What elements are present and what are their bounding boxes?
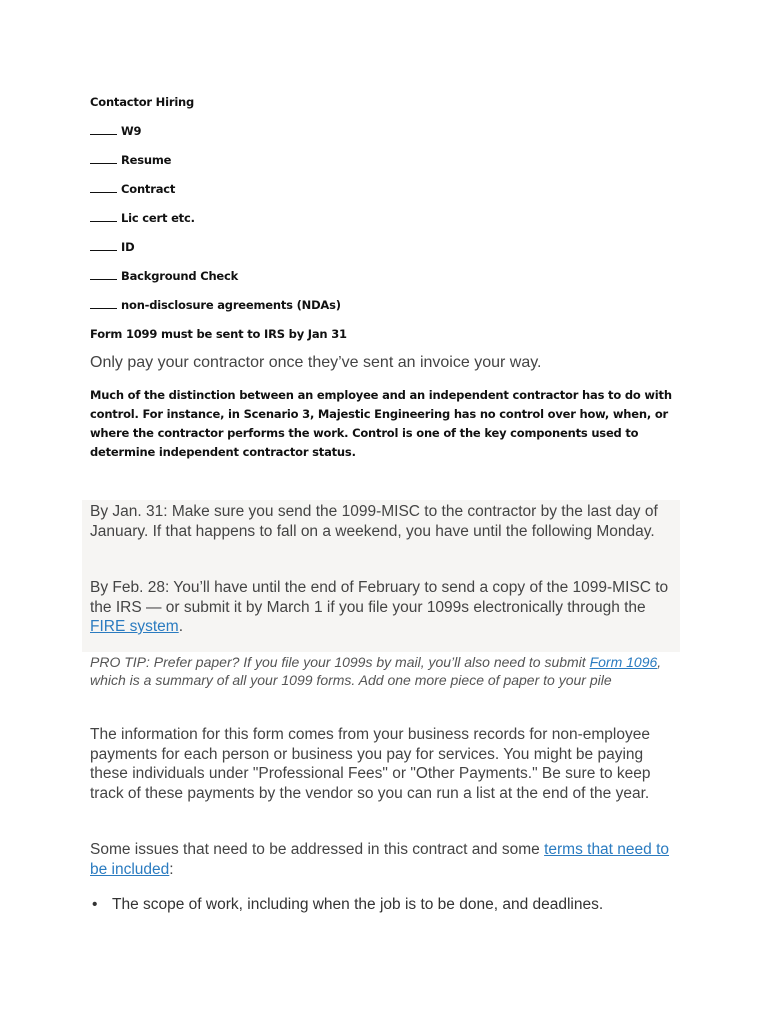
issues-paragraph: Some issues that need to be addressed in this contract and some terms that need to be included:	[90, 841, 670, 878]
page-title: Contactor Hiring	[90, 95, 195, 109]
checklist-item: Background Check	[90, 269, 238, 283]
form-1096-link[interactable]: Form 1096	[589, 654, 658, 670]
blank-line	[90, 124, 117, 135]
blank-line	[90, 153, 117, 164]
blank-line	[90, 240, 117, 251]
checklist-item: W9	[90, 124, 141, 138]
terms-link[interactable]: terms that need to be included	[90, 841, 670, 878]
checklist-item: ID	[90, 240, 134, 254]
blank-line	[90, 269, 117, 280]
list-item: • The scope of work, including when the job is to be done, and deadlines.	[92, 896, 604, 913]
blank-line	[90, 211, 117, 222]
form-1099-note: Form 1099 must be sent to IRS by Jan 31	[90, 327, 347, 341]
bullet-icon: •	[92, 896, 98, 913]
checklist-item: Lic cert etc.	[90, 211, 195, 225]
feb-deadline: By Feb. 28: You’ll have until the end of February to send a copy of the 1099-MISC to the IRS — or submit it by March 1 if you file your 1099s electronically through the FIRE system.	[90, 579, 669, 635]
blank-line	[90, 298, 117, 309]
checklist-item: Resume	[90, 153, 171, 167]
jan-deadline: By Jan. 31: Make sure you send the 1099-MISC to the contractor by the last day of January. If that happens to fall on a weekend, you have until the following Monday.	[90, 503, 658, 540]
fire-system-link[interactable]: FIRE system	[90, 618, 179, 635]
control-paragraph: Much of the distinction between an employee and an independent contractor has to do with control. For instance, in Scenario 3, Majestic Engineering has no control over how, when, or where the contractor performs the work. Control is one of the key components used to determine independent contractor status.	[90, 388, 672, 459]
checklist-item: non-disclosure agreements (NDAs)	[90, 298, 341, 312]
blank-line	[90, 182, 117, 193]
lead-sentence: Only pay your contractor once they’ve sent an invoice your way.	[90, 354, 542, 371]
pro-tip: PRO TIP: Prefer paper? If you file your 1099s by mail, you’ll also need to submit Form 1096, which is a summary of all your 1099 forms. Add one more piece of paper to your pile	[90, 654, 662, 688]
checklist-item: Contract	[90, 182, 175, 196]
info-paragraph: The information for this form comes from your business records for non-employee payments for each person or business you pay for services. You might be paying these individuals under "Professional Fees" or "Other Payments." Be sure to keep track of these payments by the vendor so you can run a list at the end of the year.	[90, 726, 651, 802]
